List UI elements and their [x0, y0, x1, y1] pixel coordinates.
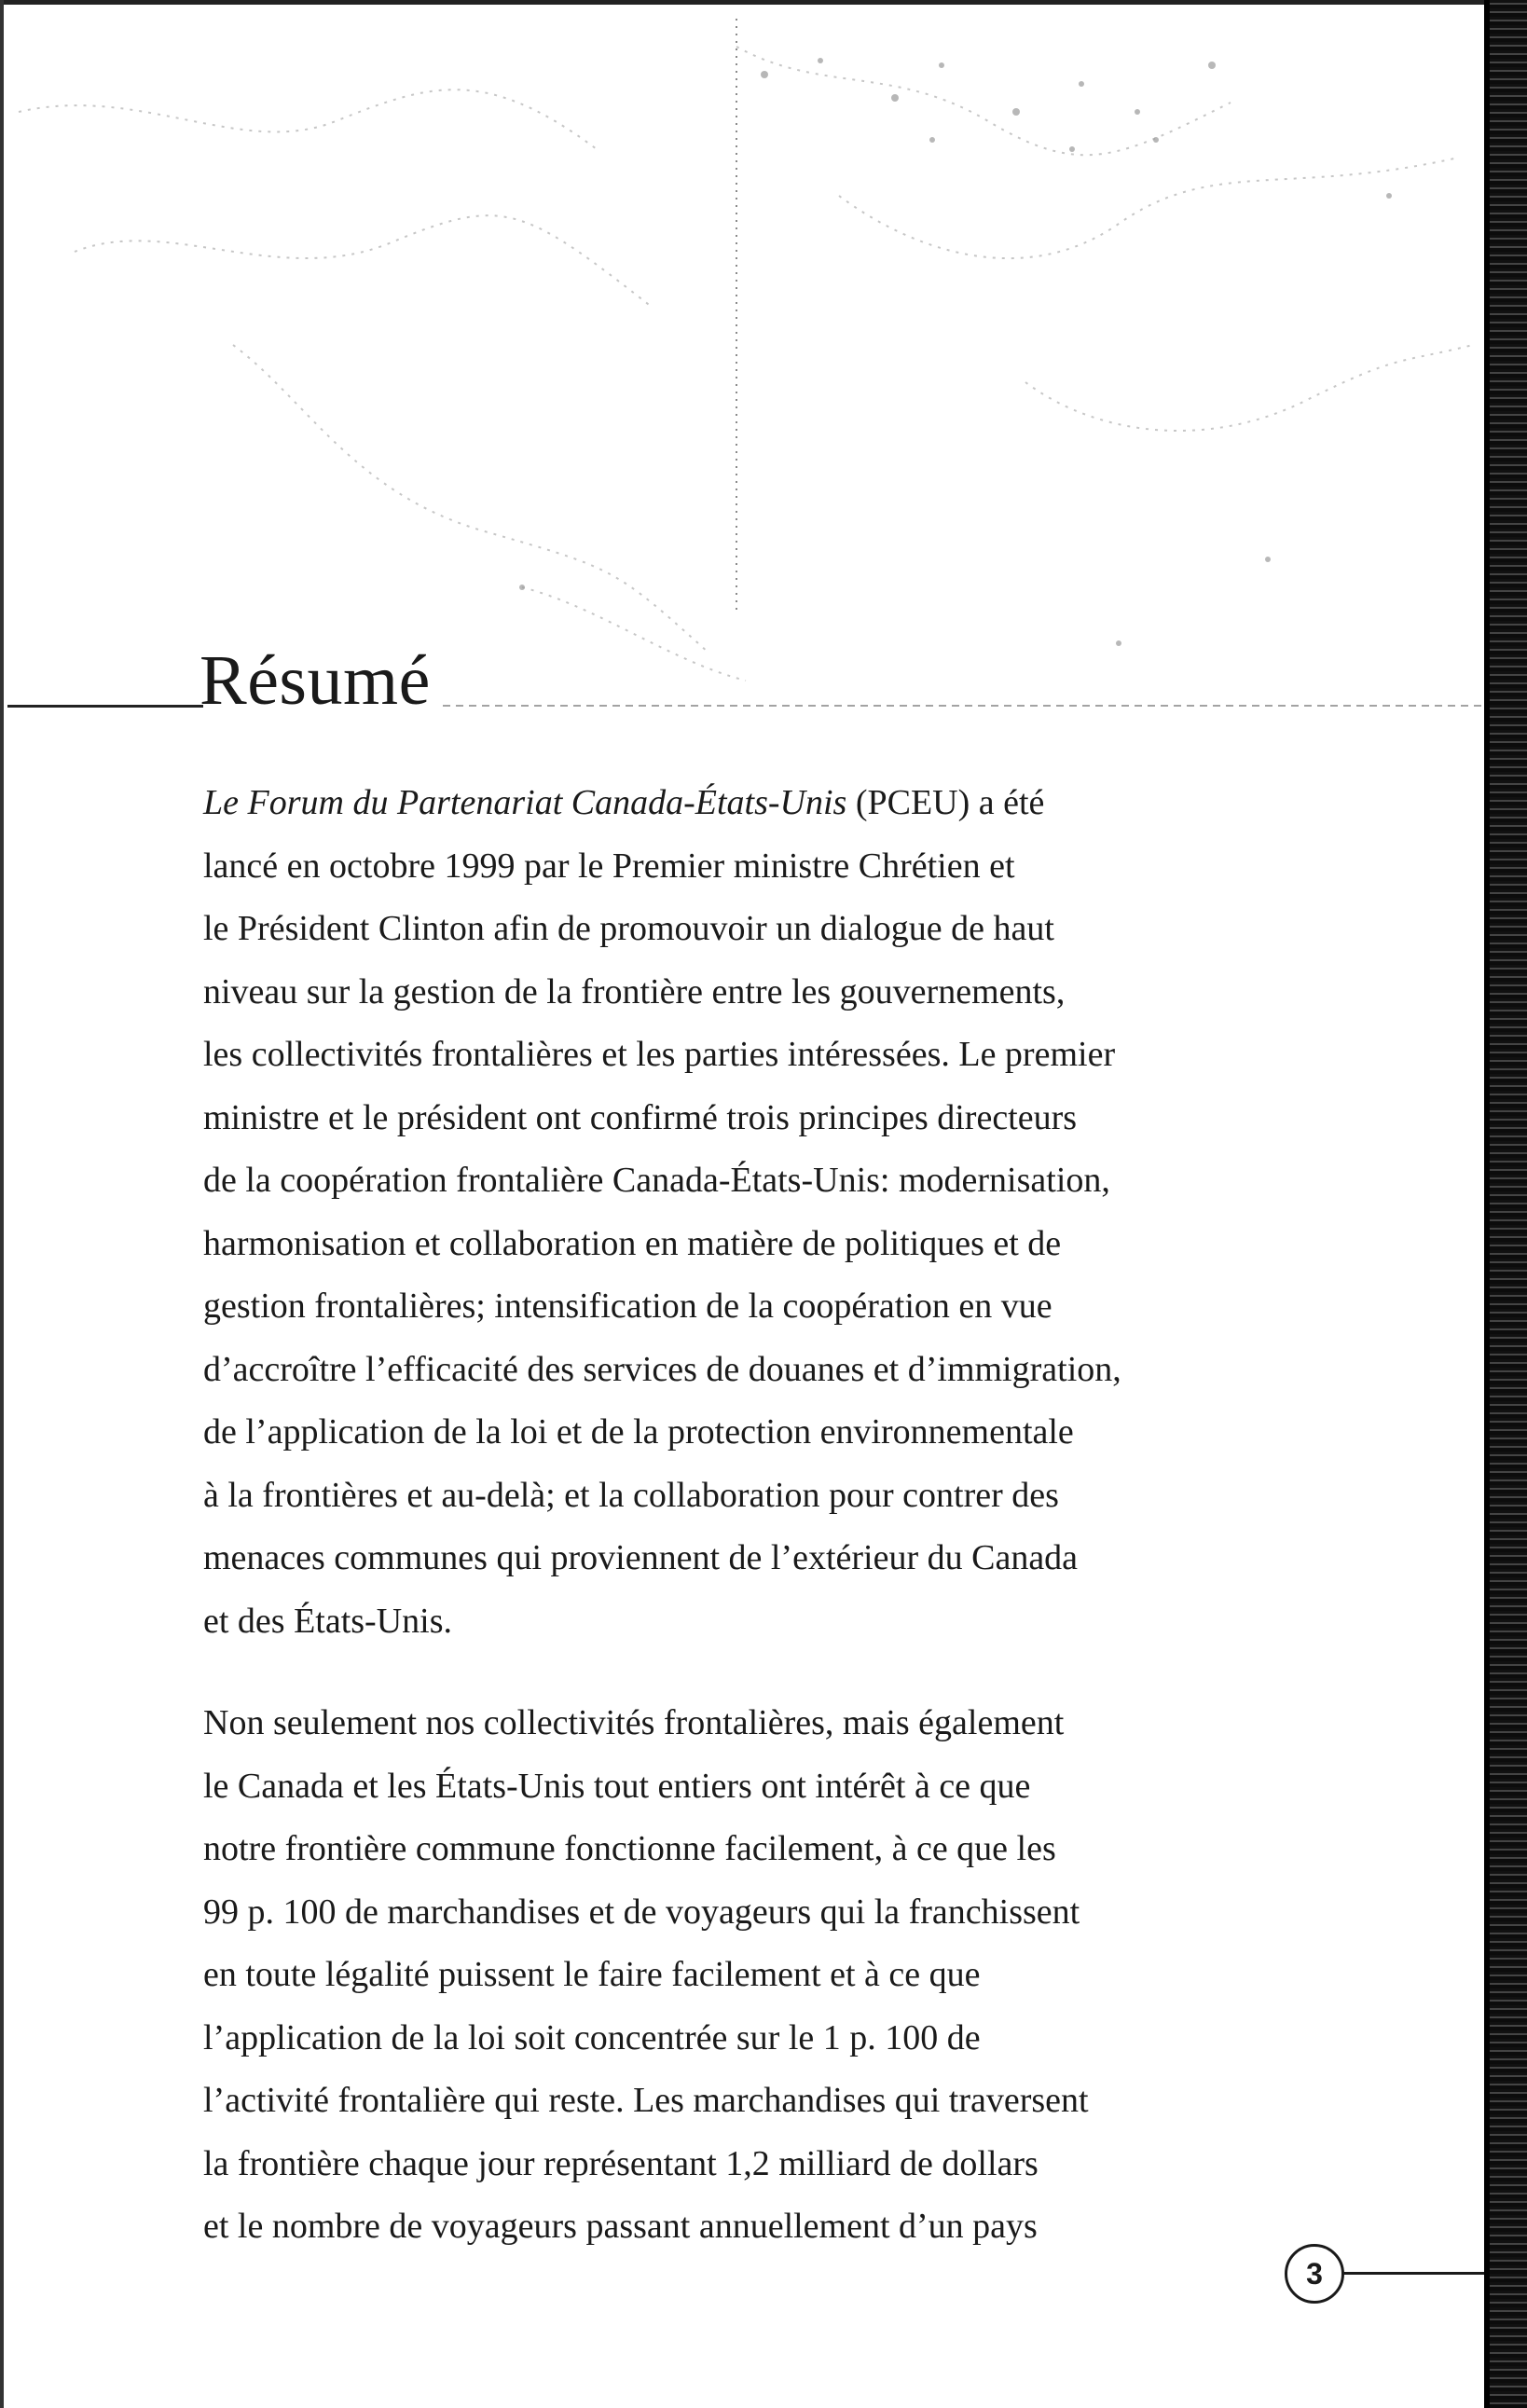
text-line: de la coopération frontalière Canada-États-Unis: modernisation,: [203, 1161, 1110, 1200]
text-line: notre frontière commune fonctionne facilement, à ce que les: [203, 1829, 1056, 1868]
page-number-rule: [1343, 2272, 1484, 2275]
body-text: [203, 772, 1294, 2259]
text-line: d’accroître l’efficacité des services de douanes et d’immigration,: [203, 1349, 1121, 1389]
page-number-badge: 3: [1285, 2244, 1344, 2304]
forum-name: Le Forum du Partenariat Canada-États-Unis: [203, 783, 847, 822]
right-scan-edge-inner: [1484, 0, 1490, 2408]
heading-rule-right: [443, 705, 1482, 707]
top-border: [0, 0, 1492, 5]
text-line: Non seulement nos collectivités frontalières, mais également: [203, 1703, 1065, 1742]
text-line: ministre et le président ont confirmé trois principes directeurs: [203, 1097, 1078, 1137]
faded-map-illustration: [0, 9, 1482, 699]
text-line: l’activité frontalière qui reste. Les marchandises qui traversent: [203, 2081, 1089, 2120]
text-line: niveau sur la gestion de la frontière entre les gouvernements,: [203, 971, 1066, 1011]
text-line: en toute légalité puissent le faire facilement et à ce que: [203, 1955, 981, 1994]
text-line: [203, 772, 1294, 835]
text-line: la frontière chaque jour représentant 1,2 milliard de dollars: [203, 2143, 1039, 2183]
text-line: les collectivités frontalières et les parties intéressées. Le premier: [203, 1035, 1116, 1074]
text-line: lancé en octobre 1999 par le Premier ministre Chrétien et: [203, 846, 1015, 886]
paragraph-2: [203, 1692, 1294, 2259]
text-line: l’application de la loi soit concentrée sur le 1 p. 100 de: [203, 2017, 981, 2057]
text-line: de l’application de la loi et de la protection environnementale: [203, 1412, 1074, 1452]
heading-rule-left: [7, 705, 203, 708]
text-line: menaces communes qui proviennent de l’extérieur du Canada: [203, 1538, 1079, 1577]
right-scan-edge: [1484, 0, 1527, 2408]
text-line: le Canada et les États-Unis tout entiers ont intérêt à ce que: [203, 1766, 1031, 1806]
text-line: et des États-Unis.: [203, 1601, 453, 1641]
text-line: harmonisation et collaboration en matière de politiques et de: [203, 1223, 1062, 1263]
section-heading: Résumé: [199, 641, 431, 720]
paragraph-1: [203, 772, 1294, 1653]
text-line: à la frontières et au-delà; et la collaboration pour contrer des: [203, 1475, 1059, 1515]
text-line: le Président Clinton afin de promouvoir un dialogue de haut: [203, 909, 1054, 948]
text-span: (PCEU) a été: [846, 783, 1045, 822]
text-line: et le nombre de voyageurs passant annuellement d’un pays: [203, 2207, 1038, 2246]
text-line: 99 p. 100 de marchandises et de voyageurs qui la franchissent: [203, 1892, 1080, 1932]
text-line: gestion frontalières; intensification de la coopération en vue: [203, 1287, 1052, 1326]
